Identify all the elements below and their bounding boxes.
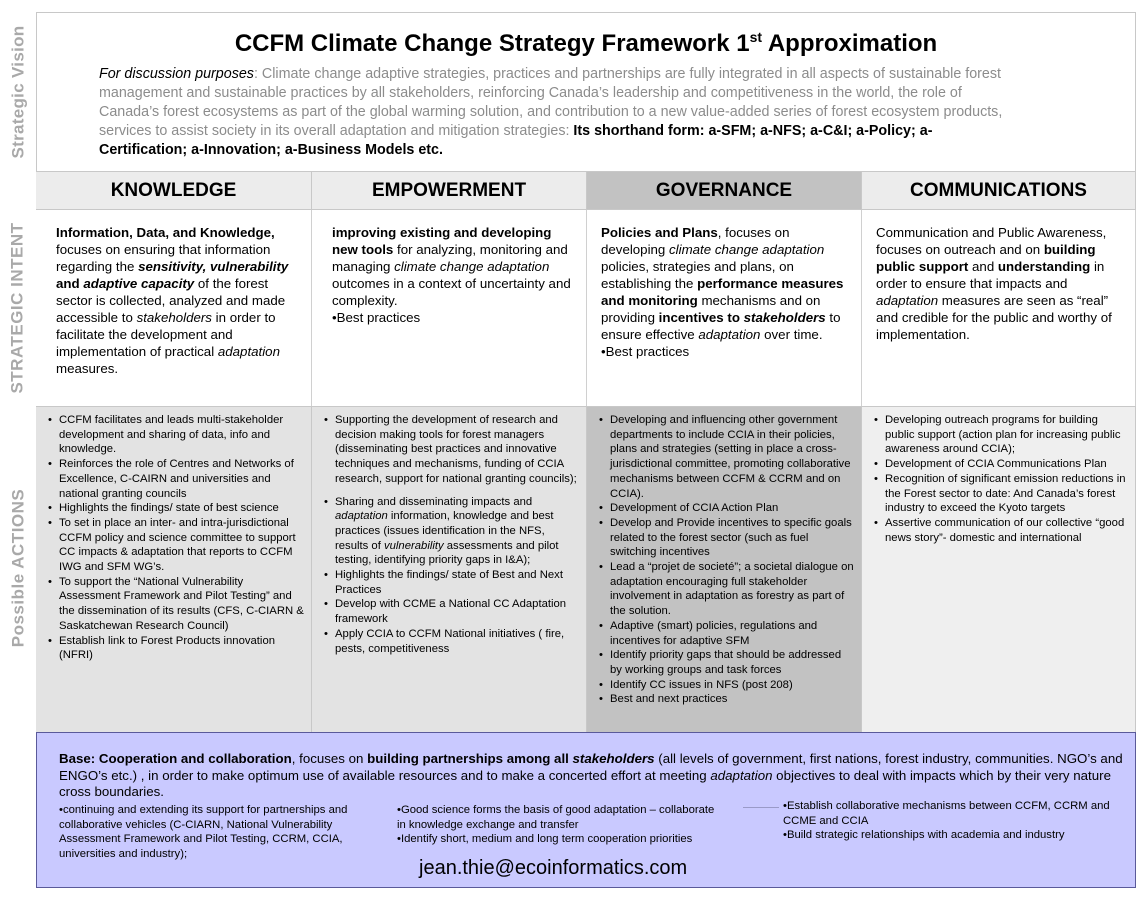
text-run: •Best practices [601, 344, 690, 359]
side-label-actions [0, 406, 36, 730]
actions-knowledge [36, 406, 312, 732]
text-run: stakeholders [572, 751, 655, 766]
text-run: outcomes in a context of uncertainty and complexity. [332, 276, 571, 308]
column-header-governance: GOVERNANCE [587, 172, 862, 210]
action-item: • Establish link to Forest Products innovation (NFRI) [46, 634, 305, 663]
intent-governance [587, 210, 862, 406]
title-main: CCFM Climate Change Strategy Framework 1 [234, 30, 750, 57]
vision-shorthand: Its shorthand form: a-SFM; a-NFS; a-C&I; a-Policy; a-Certification; a-Innovation; a-Business Models etc. [99, 123, 933, 158]
column-header-communications: COMMUNICATIONS [862, 172, 1136, 210]
text-run: focuses on ensuring that information regarding the [56, 242, 271, 274]
text-run: for analyzing, monitoring and managing [332, 242, 568, 274]
text-run: assessments and pilot testing, identifying priority gaps in I&A); [335, 539, 559, 567]
text-run: Base: [59, 751, 99, 766]
text-run: in order to facilitate the development and implementation of practical [56, 310, 276, 359]
text-run: Policies and Plans [601, 225, 718, 240]
text-run: stakeholders [743, 310, 826, 325]
text-run: performance measures and monitoring [601, 276, 844, 308]
action-item: • Developing outreach programs for building public support (action plan for increasing public awareness around CCIA); [872, 413, 1129, 457]
action-item: • Identify priority gaps that should be addressed by working groups and task forces [597, 648, 855, 677]
actions-governance [587, 406, 862, 732]
column-header-empowerment: EMPOWERMENT [312, 172, 587, 210]
text-run: and [968, 259, 998, 274]
text-run: (all levels of government, first nations, forest industry, communities. NGO’s and ENGO’s etc.) , in order to make optimum use of available resources and to make a concerted effort at meeting [59, 751, 1123, 783]
action-item: • To set in place an inter- and intra-jurisdictional CCFM policy and science committee to support CC impacts & adaptation that reports to CCFM IWG and SFM WG’s. [46, 516, 305, 575]
text-run: adaptive capacity [83, 276, 195, 291]
action-item: • Best and next practices [597, 692, 855, 707]
intent-knowledge [36, 210, 312, 406]
action-item: • Supporting the development of research and decision making tools for forest managers (disseminating best practices and innovative techniques and mechanisms, funding of CCIA research, support for national granting councils); [322, 413, 580, 487]
text-run: objectives to deal with impacts which by their very nature cross boundaries. [59, 767, 1111, 799]
base-list-2 [397, 803, 717, 847]
action-item [322, 495, 580, 569]
side-label-vision [0, 12, 36, 172]
side-label-intent-text: STRATEGIC INTENT [8, 222, 28, 394]
text-run: Information, Data, and Knowledge, [56, 225, 275, 240]
action-item: • Highlights the findings/ state of best science [46, 501, 305, 516]
text-run: Communication and Public Awareness, focuses on outreach and on [876, 225, 1107, 257]
text-run: adaptation [335, 510, 388, 523]
text-run: adaptation [217, 344, 280, 359]
actions-list-empowerment [322, 413, 580, 656]
text-run: improving existing and developing new tools [332, 225, 552, 257]
base-list-item: •Good science forms the basis of good adaptation – collaborate in knowledge exchange and transfer [397, 804, 715, 831]
text-run: climate change adaptation [394, 259, 550, 274]
text-run: and [56, 276, 84, 291]
side-label-vision-text: Strategic Vision [8, 25, 28, 159]
action-item: • Develop with CCME a National CC Adaptation framework [322, 597, 580, 626]
base-cooperation-box [36, 732, 1136, 888]
base-list-item: •Build strategic relationships with academia and industry [783, 829, 1065, 841]
action-item: • Adaptive (smart) policies, regulations and incentives for adaptive SFM [597, 619, 855, 648]
contact-email[interactable]: jean.thie@ecoinformatics.com [419, 857, 688, 879]
action-item: • Develop and Provide incentives to specific goals related to the forest sector (such as fuel switching incentives [597, 516, 855, 560]
action-item: • Developing and influencing other government departments to include CCIA in their policies, plans and strategies (setting in place a cross-jurisdictional committee, promoting collaborative mechanisms between CCFM & CCRM and on CCIA). [597, 413, 855, 501]
text-run: building partnerships among all [367, 751, 573, 766]
text-run: adaptation [876, 293, 939, 308]
action-item: • Apply CCIA to CCFM National initiatives ( fire, pests, competitiveness [322, 627, 580, 656]
text-run: stakeholders [136, 310, 212, 325]
action-item: • Reinforces the role of Centres and Networks of Excellence, C-CAIRN and universities and national granting councils [46, 457, 305, 501]
text-run: over time. [760, 327, 823, 342]
action-item: • Recognition of significant emission reductions in the Forest sector to date: And Canada’s forest industry to exceed the Kyoto targets [872, 472, 1129, 516]
action-item: • Assertive communication of our collective “good news story”- domestic and international [872, 516, 1129, 545]
base-list-item: •continuing and extending its support for partnerships and collaborative vehicles (C-CIARN, National Vulnerability Assessment Framework and Pilot Testing, CCRM, CCIA, universities and industry); [59, 804, 348, 860]
action-item: • Identify CC issues in NFS (post 208) [597, 678, 855, 693]
text-run: building public support [876, 242, 1096, 274]
text-run: mechanisms and on providing [601, 293, 821, 325]
action-item: • Development of CCIA Action Plan [597, 501, 855, 516]
text-run: •Best practices [332, 310, 421, 325]
text-run: , focuses on developing [601, 225, 790, 257]
action-item: • Lead a “projet de societé”; a societal dialogue on adaptation encouraging full stakeholder involvement in adaptation as forestry as part of the solution. [597, 560, 855, 619]
text-run: climate change adaptation [669, 242, 825, 257]
text-run: measures are seen as “real” and credible for the public and worthy of implementation. [876, 293, 1112, 342]
vision-lead: For discussion purposes [99, 66, 254, 82]
base-list-item: •Establish collaborative mechanisms between CCFM, CCRM and CCME and CCIA [783, 800, 1110, 827]
text-run: , focuses on [291, 751, 368, 766]
action-item: • To support the “National Vulnerability Assessment Framework and Pilot Testing” and the dissemination of its results (CFS, C-CIARN & Saskatchewan Research Council) [46, 575, 305, 634]
strategic-vision-box [36, 12, 1136, 172]
action-item: • Highlights the findings/ state of Best and Next Practices [322, 568, 580, 597]
actions-communications [862, 406, 1136, 732]
action-item: • Development of CCIA Communications Plan [872, 457, 1129, 472]
actions-list-communications [872, 413, 1129, 545]
base-divider [743, 807, 779, 808]
base-list-1 [59, 803, 379, 861]
text-run: vulnerability [383, 539, 444, 552]
text-run: sensitivity, vulnerability [138, 259, 289, 274]
text-run: of the forest sector is collected, analyzed and made accessible to [56, 276, 286, 325]
text-run: understanding [997, 259, 1091, 274]
text-run: information, knowledge and best practices (issues identification in the NFS, results of [335, 510, 554, 552]
intent-empowerment [312, 210, 587, 406]
intent-communications [862, 210, 1136, 406]
text-run: adaptation [698, 327, 761, 342]
text-run: to ensure effective [601, 310, 841, 342]
action-item: • CCFM facilitates and leads multi-stakeholder development and sharing of data, info and knowledge. [46, 413, 305, 457]
base-statement [59, 751, 1129, 799]
column-header-knowledge: KNOWLEDGE [36, 172, 312, 210]
text-run: in order to ensure that impacts and [876, 259, 1105, 291]
text-run: Sharing and disseminating impacts and [335, 495, 533, 508]
text-run: measures. [56, 361, 119, 376]
vision-statement [99, 65, 1009, 160]
text-run: Cooperation and collaboration [98, 751, 292, 766]
side-label-intent [0, 210, 36, 406]
text-run: incentives to [658, 310, 744, 325]
side-label-actions-text: Possible ACTIONS [8, 488, 28, 648]
vision-body: : Climate change adaptive strategies, practices and partnerships are fully integrated in all aspects of sustainable forest management and sustainable practices by all stakeholders, reinforcing Canada’s leadership and competitiveness in the world, the role of Canada’s forest ecosystems as part of the global warming solution, and contribution to a new value-added series of forest ecosystem products, services to assist society in its overall adaptation and mitigation strategies: [99, 66, 1003, 139]
actions-list-governance [597, 413, 855, 707]
text-run: policies, strategies and plans, on establishing the [601, 259, 794, 291]
text-run: adaptation [710, 767, 773, 783]
actions-empowerment [312, 406, 587, 732]
base-list-3 [783, 799, 1123, 843]
title-tail: Approximation [762, 30, 938, 57]
actions-list-knowledge [46, 413, 305, 663]
base-list-item: •Identify short, medium and long term cooperation priorities [397, 833, 693, 845]
title-superscript: st [749, 29, 763, 45]
page-title [37, 29, 1135, 58]
